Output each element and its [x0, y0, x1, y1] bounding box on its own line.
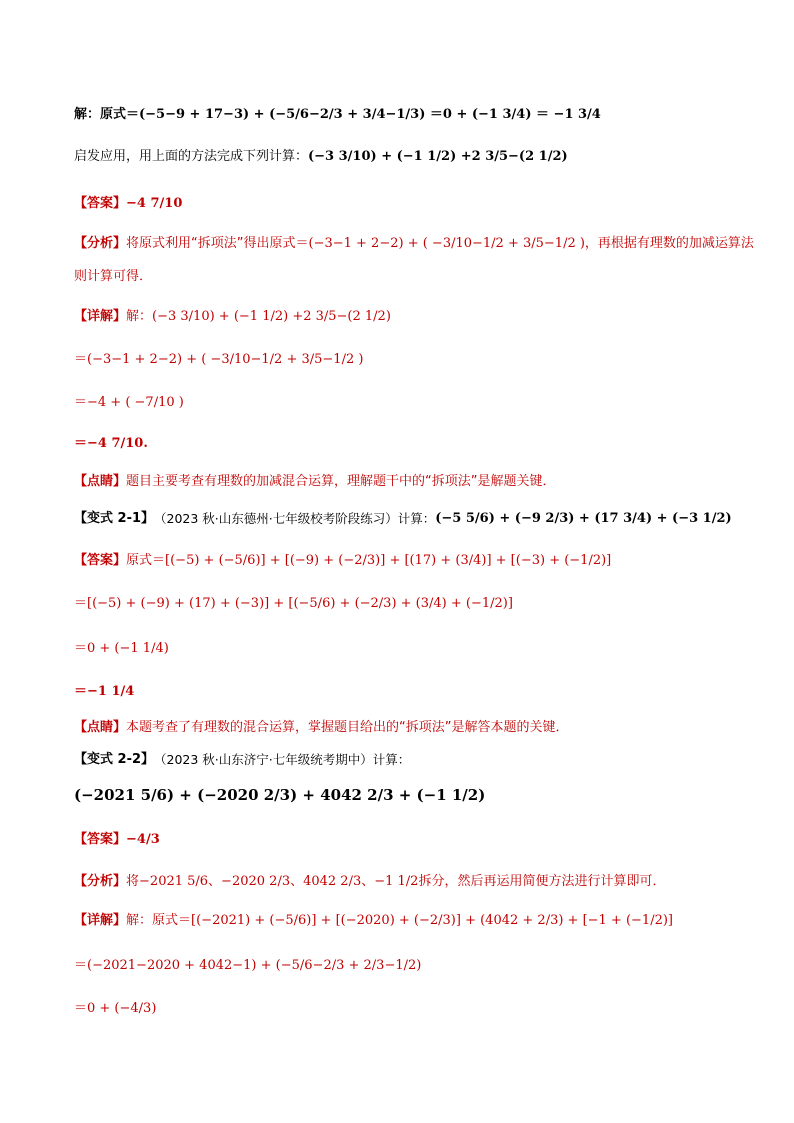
detail-formula: (−3 3/10) + (−1 1/2) +2 3/5−(2 1/2) — [152, 309, 391, 324]
detail-line — [74, 910, 724, 932]
answer-line — [74, 193, 724, 215]
analysis-tag: 【分析】 — [74, 236, 127, 251]
example-solution-line — [74, 104, 724, 126]
comment-line — [74, 717, 724, 739]
answer-formula: −4 7/10 — [126, 196, 183, 211]
analysis-formula: −2021 5/6、−2020 2/3、4042 2/3、−1 1/2 — [139, 874, 419, 889]
variant-tag: 【变式 2-2】 — [74, 752, 155, 767]
comment-line — [74, 471, 724, 493]
formula: 解：原式＝(−5−9 + 17−3) + (−5/6−2/3 + 3/4−1/3) ＝0 + (−1 3/4) ＝ −1 3/4 — [74, 107, 601, 122]
answer-line — [74, 550, 724, 572]
detail-step-line — [74, 955, 724, 977]
variant-formula: (−5 5/6) + (−9 2/3) + (17 3/4) + (−3 1/2) — [435, 511, 732, 526]
answer-step: ＝0 + (−1 1/4) — [74, 641, 169, 656]
variant-formula: (−2021 5/6) + (−2020 2/3) + 4042 2/3 + (−1 1/2) — [74, 786, 486, 804]
analysis-tag: 【分析】 — [74, 874, 127, 889]
answer-step-line — [74, 681, 724, 703]
analysis-text-continued: ，再根据有理数的加减运算法 — [584, 236, 754, 251]
detail-step: ＝−4 7/10. — [74, 436, 148, 451]
analysis-text: 则计算可得． — [74, 269, 153, 284]
answer-step: ＝−1 1/4 — [74, 684, 135, 699]
analysis-formula: (−3−1 + 2−2) + ( −3/10−1/2 + 3/5−1/2 ) — [308, 236, 585, 251]
answer-text: 原式＝ — [126, 553, 166, 568]
detail-tag: 【详解】 — [74, 913, 127, 928]
answer-step: ＝[(−5) + (−9) + (17) + (−3)] + [(−5/6) + (−2/3) + (3/4) + (−1/2)] — [74, 596, 513, 611]
detail-tag: 【详解】 — [74, 309, 127, 324]
answer-step-line — [74, 638, 724, 660]
prompt-text: 启发应用，用上面的方法完成下列计算： — [74, 149, 309, 164]
answer-tag: 【答案】 — [74, 832, 127, 847]
analysis-line — [74, 233, 754, 255]
detail-step-line — [74, 349, 724, 371]
detail-step: ＝(−3−1 + 2−2) + ( −3/10−1/2 + 3/5−1/2 ) — [74, 352, 364, 367]
analysis-line-2 — [74, 266, 724, 288]
variant-2-2-line — [74, 749, 724, 771]
detail-formula: [(−2021) + (−5/6)] + [(−2020) + (−2/3)] + (4042 + 2/3) + [−1 + (−1/2)] — [191, 913, 673, 928]
answer-tag: 【答案】 — [74, 553, 127, 568]
detail-text: 解： — [126, 309, 153, 324]
answer-formula: −4/3 — [126, 832, 160, 847]
application-prompt-line — [74, 146, 724, 168]
analysis-text: 将 — [126, 874, 140, 889]
detail-step: ＝(−2021−2020 + 4042−1) + (−5/6−2/3 + 2/3−1/2) — [74, 958, 422, 973]
variant-tag: 【变式 2-1】 — [74, 511, 155, 526]
variant-formula-line — [74, 784, 724, 806]
comment-tag: 【点睛】 — [74, 720, 127, 735]
analysis-line — [74, 871, 724, 893]
detail-text: 解：原式＝ — [126, 913, 192, 928]
detail-step: ＝−4 + ( −7/10 ) — [74, 395, 184, 410]
analysis-text-continued: 拆分，然后再运用简便方法进行计算即可． — [418, 874, 666, 889]
formula: (−3 3/10) + (−1 1/2) +2 3/5−(2 1/2) — [308, 149, 568, 164]
answer-formula: [(−5) + (−5/6)] + [(−9) + (−2/3)] + [(17) + (3/4)] + [(−3) + (−1/2)] — [165, 553, 612, 568]
detail-line — [74, 306, 724, 328]
answer-step-line — [74, 593, 724, 615]
detail-step-line — [74, 433, 724, 455]
detail-step-line — [74, 998, 724, 1020]
detail-step-line — [74, 392, 724, 414]
comment-text: 题目主要考查有理数的加减混合运算，理解题干中的“拆项法”是解题关键． — [126, 474, 556, 489]
comment-text: 本题考查了有理数的混合运算，掌握题目给出的“拆项法”是解答本题的关键． — [126, 720, 569, 735]
detail-step: ＝0 + (−4/3) — [74, 1001, 157, 1016]
answer-tag: 【答案】 — [74, 196, 127, 211]
answer-line — [74, 829, 724, 851]
variant-source: （2023 秋·山东济宁·七年级统考期中）计算： — [154, 752, 411, 767]
analysis-text: 将原式利用“拆项法”得出原式＝ — [126, 236, 309, 251]
variant-source: （2023 秋·山东德州·七年级校考阶段练习）计算： — [154, 511, 436, 526]
comment-tag: 【点睛】 — [74, 474, 127, 489]
variant-2-1-line — [74, 508, 732, 530]
